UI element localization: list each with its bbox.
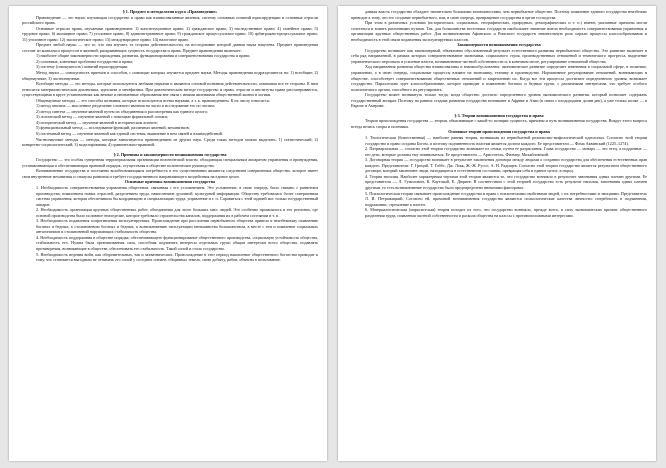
list-item: 1) наиболее общие закономерности зарождения, развития, функционирования и совершенствования государства и права; [36, 53, 251, 59]
paragraph: Всеобщие методы — это методы, которые используются любыми науками и являются основой познания действительности, охватывая все ее стороны. К ним относятся материалистическая диалектика, идеализм и метафизика. При диалектическом методе государство и право, отрасли и институты права рассматриваются, существующими в круге установлениях как вечные и неизменные образования вне связи с иными явлениями общественной жизни и логики. [22, 81, 318, 98]
section-heading: Основные теории происхождения государства и права [448, 129, 550, 135]
paragraph: Возникновение государства и постоянно возобновляющаяся потребность в его существовании являются следствием совершенных общество, которое имеет свои внутренние механизмы и стимулы развития и требует государственного направляющего воздействия на единое целое. [22, 168, 318, 179]
list-item: 3) логический метод — изучение явлений с помощью формальной логики; [36, 114, 168, 120]
list-item: 4. Необходимость поддержания в обществе порядка, обеспечивающего функционирование общественного производства, социальную устойчивость общества, стабильность его. Нужна была организованная сила, способная подчинить интересы отдельных групп общим интересам всего общества, подавлять противоречия, возникающие в обществе, обеспечивать его стабильность. Такой силой и стало государство. [36, 234, 318, 251]
paragraph: Ход направления развития общества взаимосвязаны и взаимообусловлены: экономическое развитие определяет изменения в социальной сфере, в политике, управлении, а в свою очередь, социальные процессы влияют на экономику, технику и производство. Нормативное регулирование отношений, возникающих в обществе, способствует совершенствованию общественных отношений и закреплению их. Когда все эти процессы достигают определенного уровня, возникает государство. Параллельно идет классообразование, которое приводит к появлению богатых и бедных групп, с различными интересами, что требует особого политического органа, способного их регулировать. [351, 64, 647, 92]
list-item: 4. Теория насилия. Наиболее характерным чертами этой теории являются то, что государство возникло в результате завоевания одних племен другими. Ее представители — Л. Гумплович, К. Каутский, Е. Дюринг. В соответствии с этой теорией государство есть результат насилия, завоевания одних племен другими, то есть возникновение государства было предопределено внешними факторами. [365, 173, 647, 190]
paragraph: При этом в различных условиях (исторических, социальных, географических, природных, демографических и т. п.) имеют, указанные причины могли сочетаться и влиять различными путями. Так, для большинства восточных государств наибольшее значение имела необходимость совершенствования управления и организации крупных общественных работ. Для возникновения Афинского и Римского государств значительную роль играли процессы классообразования и необходимость в этой связи подавления эксплуатируемых классов. [351, 20, 647, 42]
list-item: 3. Договорная теория — государство возникает в результате заключения договора между людьми о создании государства для обеспечения естественных прав каждого. Представители: Г. Гроций, Т. Гоббс, Дж. Локк, Ж.-Ж. Руссо, А. Н. Радищев. Согласно этой теории государство является результатом общественного договора, который заключают люди, находящиеся в естественном состоянии, превращая себя в единое целое, в народ. [365, 157, 647, 174]
paragraph: Теории происхождения государства — теории, объясняющие с какой-то позиции сущность, причины и путь возникновения государства. Вокруг этого вопроса всегда велись споры и полемика. [351, 118, 647, 129]
list-item: 1) метод анализа — мысленное разделение сложного явления на части и исследование его по частям; [36, 103, 215, 109]
list-item: 2. Необходимость организации крупных общественных работ, объединения для этого больших масс людей. Это особенно проявлялось в тех регионах, где основой производства было поливное земледелие, которое требовало строительства каналов, поддержания их в рабочем состоянии и т. п. [36, 207, 318, 218]
list-item: 2) основные, ключевые проблемы государства и права; [36, 58, 133, 64]
list-item: 6) системный метод — изучение явлений как единой системы, выявление в нем связей и взаимодействий. [36, 131, 223, 137]
list-item: 5. Необходимость ведения войн, как оборонительных, так и захватнических. Происхождение в этот период накопление общественного богатства приводит к тому, что становится выгодным не отнимать его силой у соседних племен, общинных земель, свою добычу, рабов, объекты в пользование. [36, 251, 318, 263]
list-item: 1. Теологическая (божественная) — наиболее ранняя теория, возникшая из первобытной религиозно-мифологической идеологии. Согласно этой теории государство и право созданы Богом, и поэтому подчиненность властям является долгом каждого. Ее представители — Фома Аквинский (1225–1274). [365, 135, 647, 146]
paragraph: Частнонаучные методы — методы, которые заимствуются правоведением из других наук. Среди таких методов можно выделить: 1) статистический; 2) конкретно-социологический; 3) моделирования; 4) сравнительно-правовой. [22, 136, 318, 148]
paragraph: Правоведение — это наука, изучающая государство и право как взаимосвязанные явления, систему основных понятий юриспруденции и основные отрасли российского права. [22, 14, 318, 26]
list-item: 3. Необходимость подавления сопротивления эксплуатируемых. Происхождение при расслоении первобытного общества привело к неизбежному появлению богатых и бедных, к столкновению богатых и бедных, к возникновению эксплуатации меньшинства большинством, в месте с тем и появление социальных антагонизмов и столкновений нарушающих стабильность общества. [36, 218, 318, 235]
section-heading: Основные причины возникновения государства [124, 179, 216, 185]
document-page-right [338, 6, 656, 461]
list-item: 5. Психологическая теория связывает происхождение государства и права с психическими свойствами людей, с их потребностями и эмоциями. Представитель Л. И. Петражицкий. Согласно ей, причиной возникновения государства являются психологические качества личности: потребность в подчинении, подражании, стремление к власти. [365, 190, 647, 207]
paragraph: Государство — это особая суверенная территориальная организация политической власти, обладающая специальным аппаратом управления и принуждения, устанавливающая и обеспечивающая правовой порядок, осуществляя в обществе политическое руководство. [22, 157, 318, 168]
list-item: 2) метод синтеза — изучение явлений путем их объединения и рассмотрения как единого целого; [36, 108, 209, 114]
paragraph: Основные отрасли права, изучаемые правоведением: 1) конституционное право; 2) гражданское право; 3) наследственное право; 4) семейное право; 5) трудовое право; 6) жилищное право; 7) уголовное право; 8) административное право; 9) гражданское процессуальное право; 10) арбитражно-процессуальное право; 11) уголовное право; 12) экологическое право; 13) международное право; 14) налоговое право. [22, 25, 318, 42]
list-item: 2. Патриархальная — согласно этой теории государство возникает из семьи, путем ее разрастания. Глава государства — монарх — это отец, а подданные — его дети, которые должны ему повиноваться. Ее представители — Аристотель, Филмер, Михайловский. [365, 146, 647, 157]
section-heading: § 1. Предмет и методология курса «Правоведение» [122, 9, 218, 14]
list-item: 1. Необходимость совершенствования управления обществом, связанная с его усложнением. Это усложнение, в свою очередь, было связано с развитием производства, появлением новых отраслей, разделением труда, накоплением духовной, культурной информации. Обществу требовалась более совершенная система управления, которая обеспечивала бы координацию и специализацию труда, управление и т. п. Справиться с этой задачей мог только государственный аппарат. [36, 184, 318, 207]
paragraph: Государство может возникнуть только тогда, когда общество достигло определенного уровня экономического развития, который позволяет содержать государственный аппарат. Поэтому на ранних стадиях развития государства возникают в Африке и Азии (в связи с плодородием долин рек), а уже только позже — в Европе и Америке. [351, 92, 647, 109]
list-item: 5) функциональный метод — исследование функций, различных явлений, механизмов; [36, 125, 190, 131]
paragraph: Предмет любой науки — это то, что она изучает, та сторона действительности, на исследование которой данная наука нацелена. Предмет правоведения состоит из комплекса процессов и явлений, раскрывающих сущность государства и права. Предмет правоведения включает: [22, 42, 318, 53]
paragraph: Метод науки — совокупность приемов и способов, с помощью которых изучается предмет науки. Методы правоведения подразделяются на: 1) всеобщие; 2) общенаучные; 3) частнонаучные. [22, 70, 318, 81]
section-heading: § 3. Теории возникновения государства и права [454, 112, 544, 118]
section-heading: Закономерности возникновения государства [457, 42, 541, 48]
paragraph: данная власть государства обладает значительно большими возможностями, чем первобытное общество. Поэтому появление единого государства неизбежно приводит к тому, что его создание первобытного, или, в свою очередь, превращение государства в орган господства. [351, 9, 647, 20]
document-page-left [9, 6, 327, 461]
section-heading: § 2. Причины и закономерности возникновения государства [113, 151, 227, 157]
paragraph: Общенаучные методы — это способы познания, которые используются всеми науками, а т. к. правоведением. К их числу относятся: [36, 97, 270, 103]
list-item: 6. Материалистическая (марксистская) теория исходит из того, что государство возникло, прежде всего, в силу экономических причин: общественного разделения труда, появления частной собственности и раскола общества на классы с противоположными интересами. [365, 207, 647, 218]
paragraph: Государство возникает как закономерный, объективно обусловленный результат естественного развития первобытного общества. Это развитие включает в себя ряд направлений, в рамках которых совершенствование экономики, социального строя, производственных отношений и технического прогресса, выделение управленческого персонала и усиление власти, возникновение частной собственности и, в конечном итоге, регулирование отношений общества. [351, 47, 647, 64]
list-item: 3) систему (совокупность) понятий юриспруденции. [36, 64, 129, 70]
list-item: 4) исторический метод — изучение явлений в историческом аспекте; [36, 119, 158, 125]
